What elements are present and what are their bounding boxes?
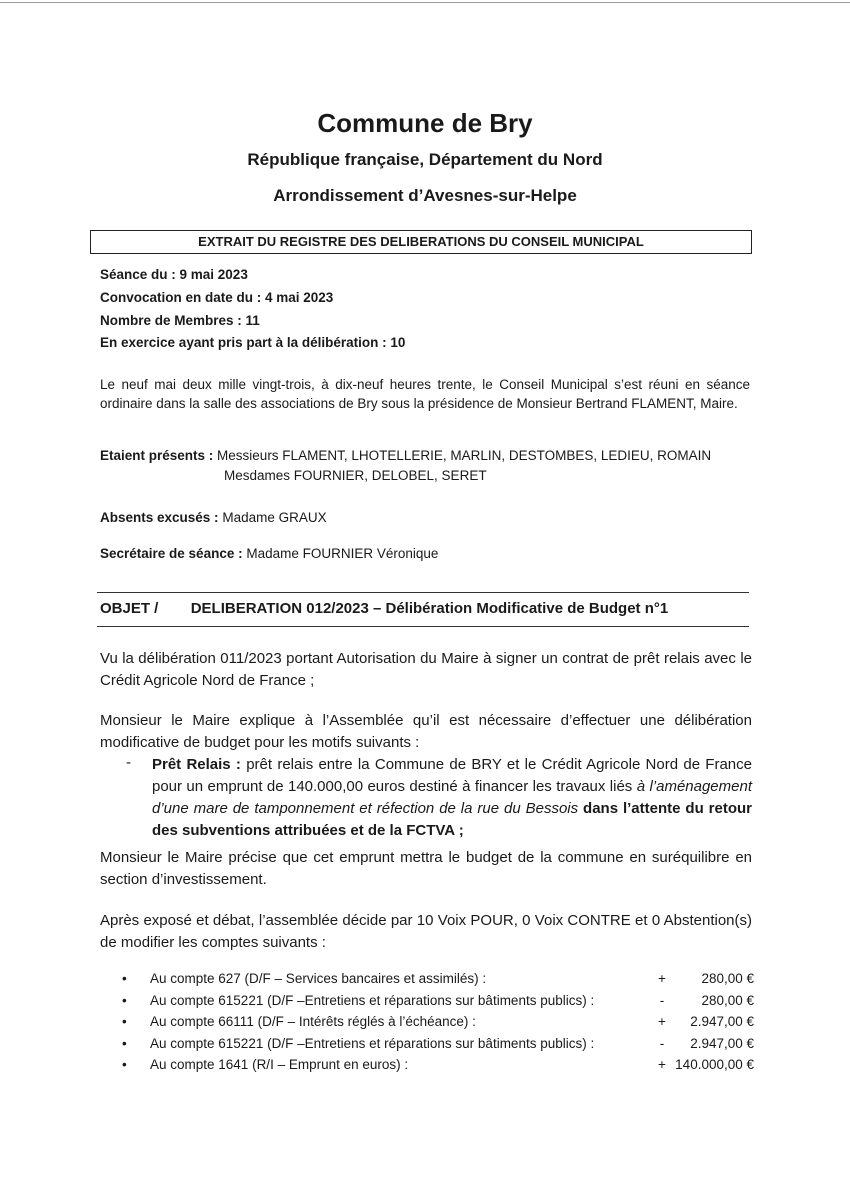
account-sign: -: [659, 1035, 665, 1051]
account-amount: 2.947,00 €: [690, 1035, 754, 1051]
objet-top-rule: [97, 592, 749, 593]
presents-line: [100, 448, 711, 463]
absents-value: Madame GRAUX: [222, 510, 327, 525]
meta-exercice: En exercice ayant pris part à la délibération : 10: [100, 335, 406, 350]
objet-title: DELIBERATION 012/2023 – Délibération Modificative de Budget n°1: [190, 600, 669, 617]
account-label: Au compte 66111 (D/F – Intérêts réglés à l’échéance) :: [150, 1014, 476, 1029]
secretaire-line: [100, 546, 438, 561]
vu-paragraph: Vu la délibération 011/2023 portant Autorisation du Maire à signer un contrat de prêt relais avec le Crédit Agricole Nord de France ;: [100, 650, 752, 689]
scan-edge-line: [0, 2, 850, 3]
document-title: Commune de Bry: [317, 108, 533, 138]
account-amount: 280,00 €: [701, 971, 754, 986]
objet-label: OBJET /: [100, 600, 159, 617]
account-label: Au compte 615221 (D/F –Entretiens et réparations sur bâtiments publics) :: [150, 1035, 595, 1051]
account-bullet: •: [122, 1014, 127, 1029]
account-sign: +: [658, 1014, 666, 1029]
absents-label: Absents excusés :: [100, 510, 219, 525]
account-sign: +: [658, 1057, 666, 1072]
pret-relais-label: Prêt Relais :: [152, 756, 241, 773]
meta-seance: Séance du : 9 mai 2023: [100, 267, 248, 282]
secretaire-value: Madame FOURNIER Véronique: [246, 546, 439, 561]
objet-heading: [100, 600, 668, 617]
account-label: Au compte 1641 (R/I – Emprunt en euros) :: [150, 1057, 409, 1072]
pret-relais-text: prêt relais entre la Commune de BRY et le Crédit Agricole Nord de France pour un emprunt de 140.000,00 euros destiné à financer les travaux liés: [152, 756, 752, 795]
vote-paragraph: Après exposé et débat, l’assemblée décide par 10 Voix POUR, 0 Voix CONTRE et 0 Abstention(s) de modifier les comptes suivants :: [100, 912, 752, 951]
account-sign: -: [659, 992, 665, 1008]
document-subtitle-arrondissement: Arrondissement d’Avesnes-sur-Helpe: [273, 186, 577, 205]
account-row: [122, 1057, 754, 1077]
objet-bottom-rule: [97, 626, 749, 627]
account-sign: +: [658, 971, 666, 986]
explique-paragraph: Monsieur le Maire explique à l’Assemblée qu’il est nécessaire d’effectuer une délibération modificative de budget pour les motifs suivants :: [100, 712, 752, 751]
meta-membres: Nombre de Membres : 11: [100, 313, 260, 328]
presents-label: Etaient présents :: [100, 448, 214, 463]
pret-relais-italic: à l’aménagement d’une mare de tamponnement et réfection de la rue du Bessois: [152, 778, 752, 817]
meta-convocation: Convocation en date du : 4 mai 2023: [100, 290, 334, 305]
pret-relais-dash: -: [126, 754, 131, 771]
account-row: [122, 1014, 754, 1034]
presents-mesdames: Mesdames FOURNIER, DELOBEL, SERET: [224, 468, 487, 483]
account-row: [122, 1036, 754, 1056]
account-amount: 140.000,00 €: [675, 1057, 754, 1072]
account-bullet: •: [122, 992, 127, 1008]
account-row: [122, 971, 754, 991]
account-bullet: •: [122, 971, 127, 986]
register-heading-box: EXTRAIT DU REGISTRE DES DELIBERATIONS DU CONSEIL MUNICIPAL: [90, 230, 752, 254]
account-label: Au compte 615221 (D/F –Entretiens et réparations sur bâtiments publics) :: [150, 992, 595, 1008]
secretaire-label: Secrétaire de séance :: [100, 546, 243, 561]
account-row: [122, 993, 754, 1013]
account-amount: 280,00 €: [701, 992, 754, 1008]
account-bullet: •: [122, 1035, 127, 1051]
document-subtitle-region: République française, Département du Nord: [247, 150, 603, 169]
presents-messieurs: Messieurs FLAMENT, LHOTELLERIE, MARLIN, DESTOMBES, LEDIEU, ROMAIN: [217, 448, 712, 463]
precise-paragraph: Monsieur le Maire précise que cet emprunt mettra le budget de la commune en suréquilibre en section d’investissement.: [100, 849, 752, 888]
pret-relais-item: [152, 754, 752, 842]
account-amount: 2.947,00 €: [690, 1014, 754, 1029]
account-label: Au compte 627 (D/F – Services bancaires et assimilés) :: [150, 971, 487, 986]
pret-relais-bold: dans l’attente du retour des subventions attribuées et de la FCTVA ;: [152, 800, 752, 839]
account-bullet: •: [122, 1057, 127, 1072]
intro-paragraph: Le neuf mai deux mille vingt-trois, à dix-neuf heures trente, le Conseil Municipal s’est réuni en séance ordinaire dans la salle des associations de Bry sous la présidence de Monsieur Bertrand FLAMENT, Maire.: [100, 377, 750, 411]
absents-line: [100, 510, 327, 525]
